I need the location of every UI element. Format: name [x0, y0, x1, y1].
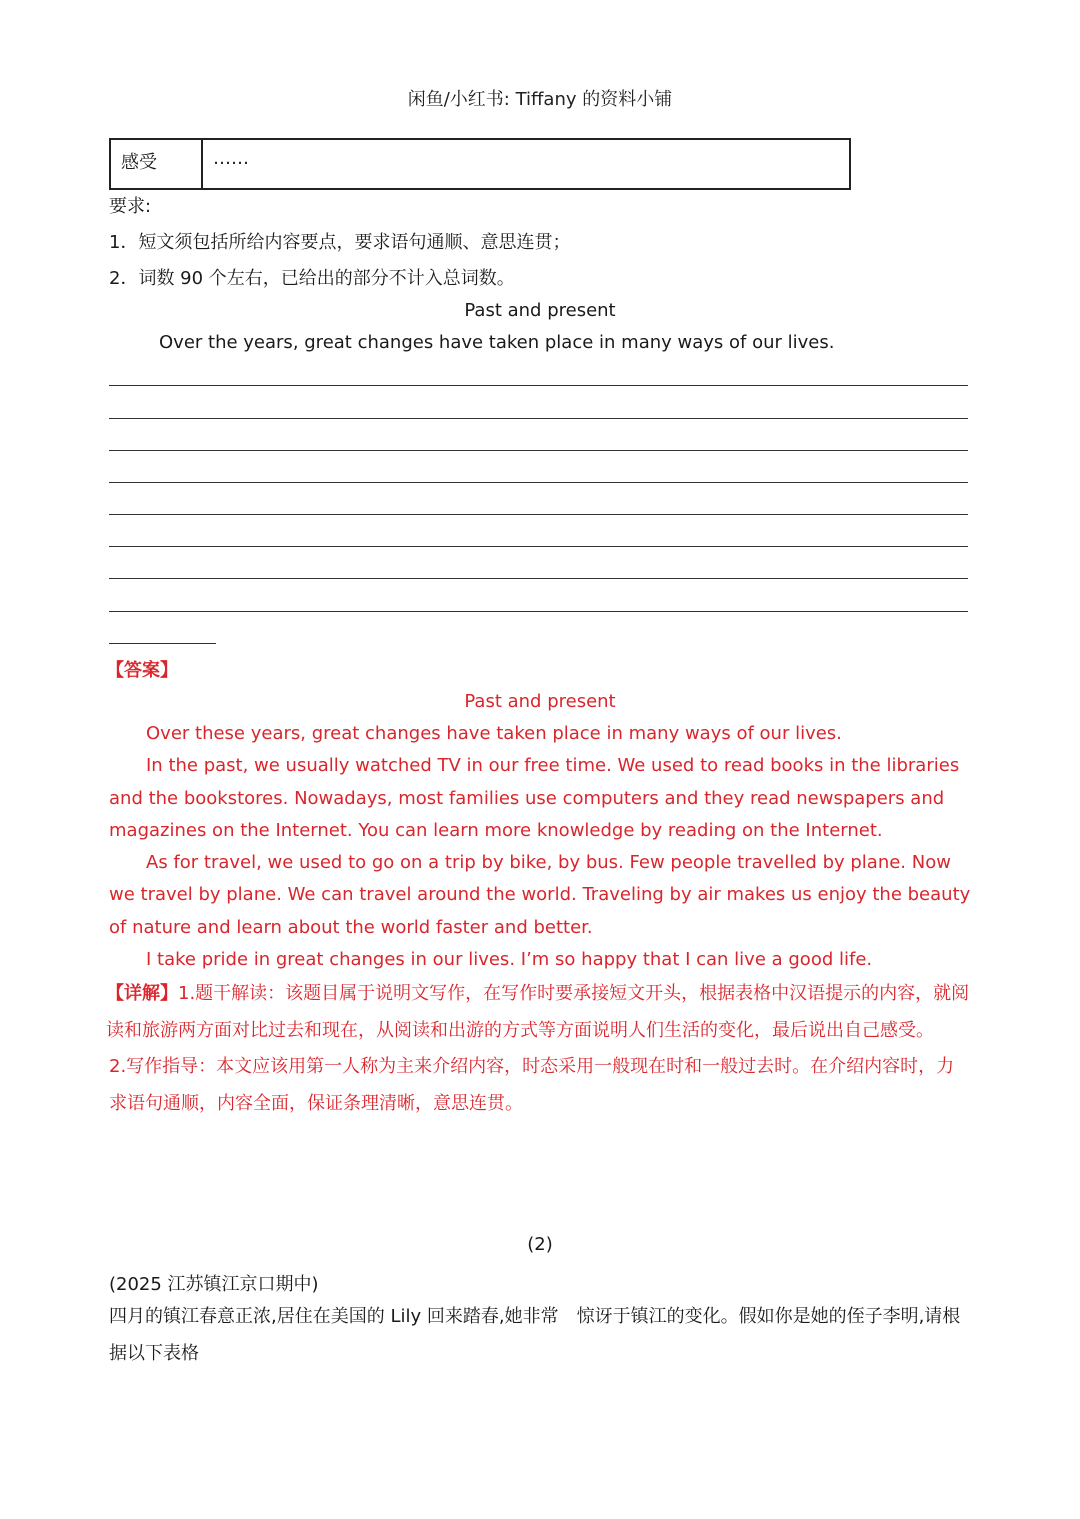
writing-line[interactable]	[109, 546, 968, 547]
writing-line[interactable]	[109, 611, 968, 612]
explanation-point-1: 【详解】1.题干解读：该题目属于说明文写作，在写作时要承接短文开头，根据表格中汉语提示的内容，就阅读和旅游两方面对比过去和现在，从阅读和出游的方式等方面说明人们生活的变化，最后说出自己感受。	[106, 983, 970, 1041]
requirements-title: 要求:	[109, 196, 152, 217]
writing-line[interactable]	[109, 514, 968, 515]
question-text: 四月的镇江春意正浓,居住在美国的 Lily 回来踏春,她非常 惊讶于镇江的变化。假如你是她的侄子李明,请根据以下表格	[109, 1306, 961, 1364]
answer-paragraph: Over these years, great changes have taken place in many ways of our lives.	[146, 723, 842, 744]
question-number: (2)	[527, 1234, 553, 1255]
writing-line[interactable]	[109, 450, 968, 451]
writing-line[interactable]	[109, 385, 968, 386]
writing-line[interactable]	[109, 578, 968, 579]
explanation	[106, 976, 972, 1122]
answer-paragraph: As for travel, we used to go on a trip by bike, by bus. Few people travelled by plane. Now we travel by plane. We can travel around the world. Traveling by air makes us enjoy the beauty of nature and learn about the world faster and better.	[109, 852, 971, 938]
explanation-label: 【详解】	[106, 983, 178, 1004]
answer-paragraph: In the past, we usually watched TV in our free time. We used to read books in the libraries and the bookstores. Nowadays, most families use computers and they read newspapers and magazines on the Internet. You can learn more knowledge by reading on the Internet.	[109, 755, 960, 841]
explanation-point-2: 2.写作指导：本文应该用第一人称为主来介绍内容，时态采用一般现在时和一般过去时。在介绍内容时，力求语句通顺，内容全面，保证条理清晰，意思连贯。	[109, 1056, 955, 1114]
table-row	[110, 139, 850, 189]
table-key: 感受	[110, 139, 202, 189]
requirement-2: 2．词数 90 个左右，已给出的部分不计入总词数。	[109, 268, 515, 289]
essay-title: Past and present	[464, 300, 616, 321]
answer-label: 【答案】	[106, 660, 178, 681]
requirement-1: 1．短文须包括所给内容要点，要求语句通顺、意思连贯；	[109, 232, 571, 253]
writing-line-end[interactable]	[109, 643, 216, 644]
answer-title: Past and present	[464, 691, 616, 712]
page-header: 闲鱼/小红书: Tiffany 的资料小铺	[407, 89, 673, 110]
prompt-table	[109, 138, 851, 190]
answer-body	[109, 718, 971, 976]
essay-opening: Over the years, great changes have taken place in many ways of our lives.	[159, 332, 835, 353]
question-source: (2025 江苏镇江京口期中)	[109, 1274, 319, 1295]
writing-line[interactable]	[109, 482, 968, 483]
writing-line[interactable]	[109, 418, 968, 419]
table-value: ……	[202, 139, 850, 189]
answer-paragraph: I take pride in great changes in our lives. I’m so happy that I can live a good life.	[146, 949, 873, 971]
